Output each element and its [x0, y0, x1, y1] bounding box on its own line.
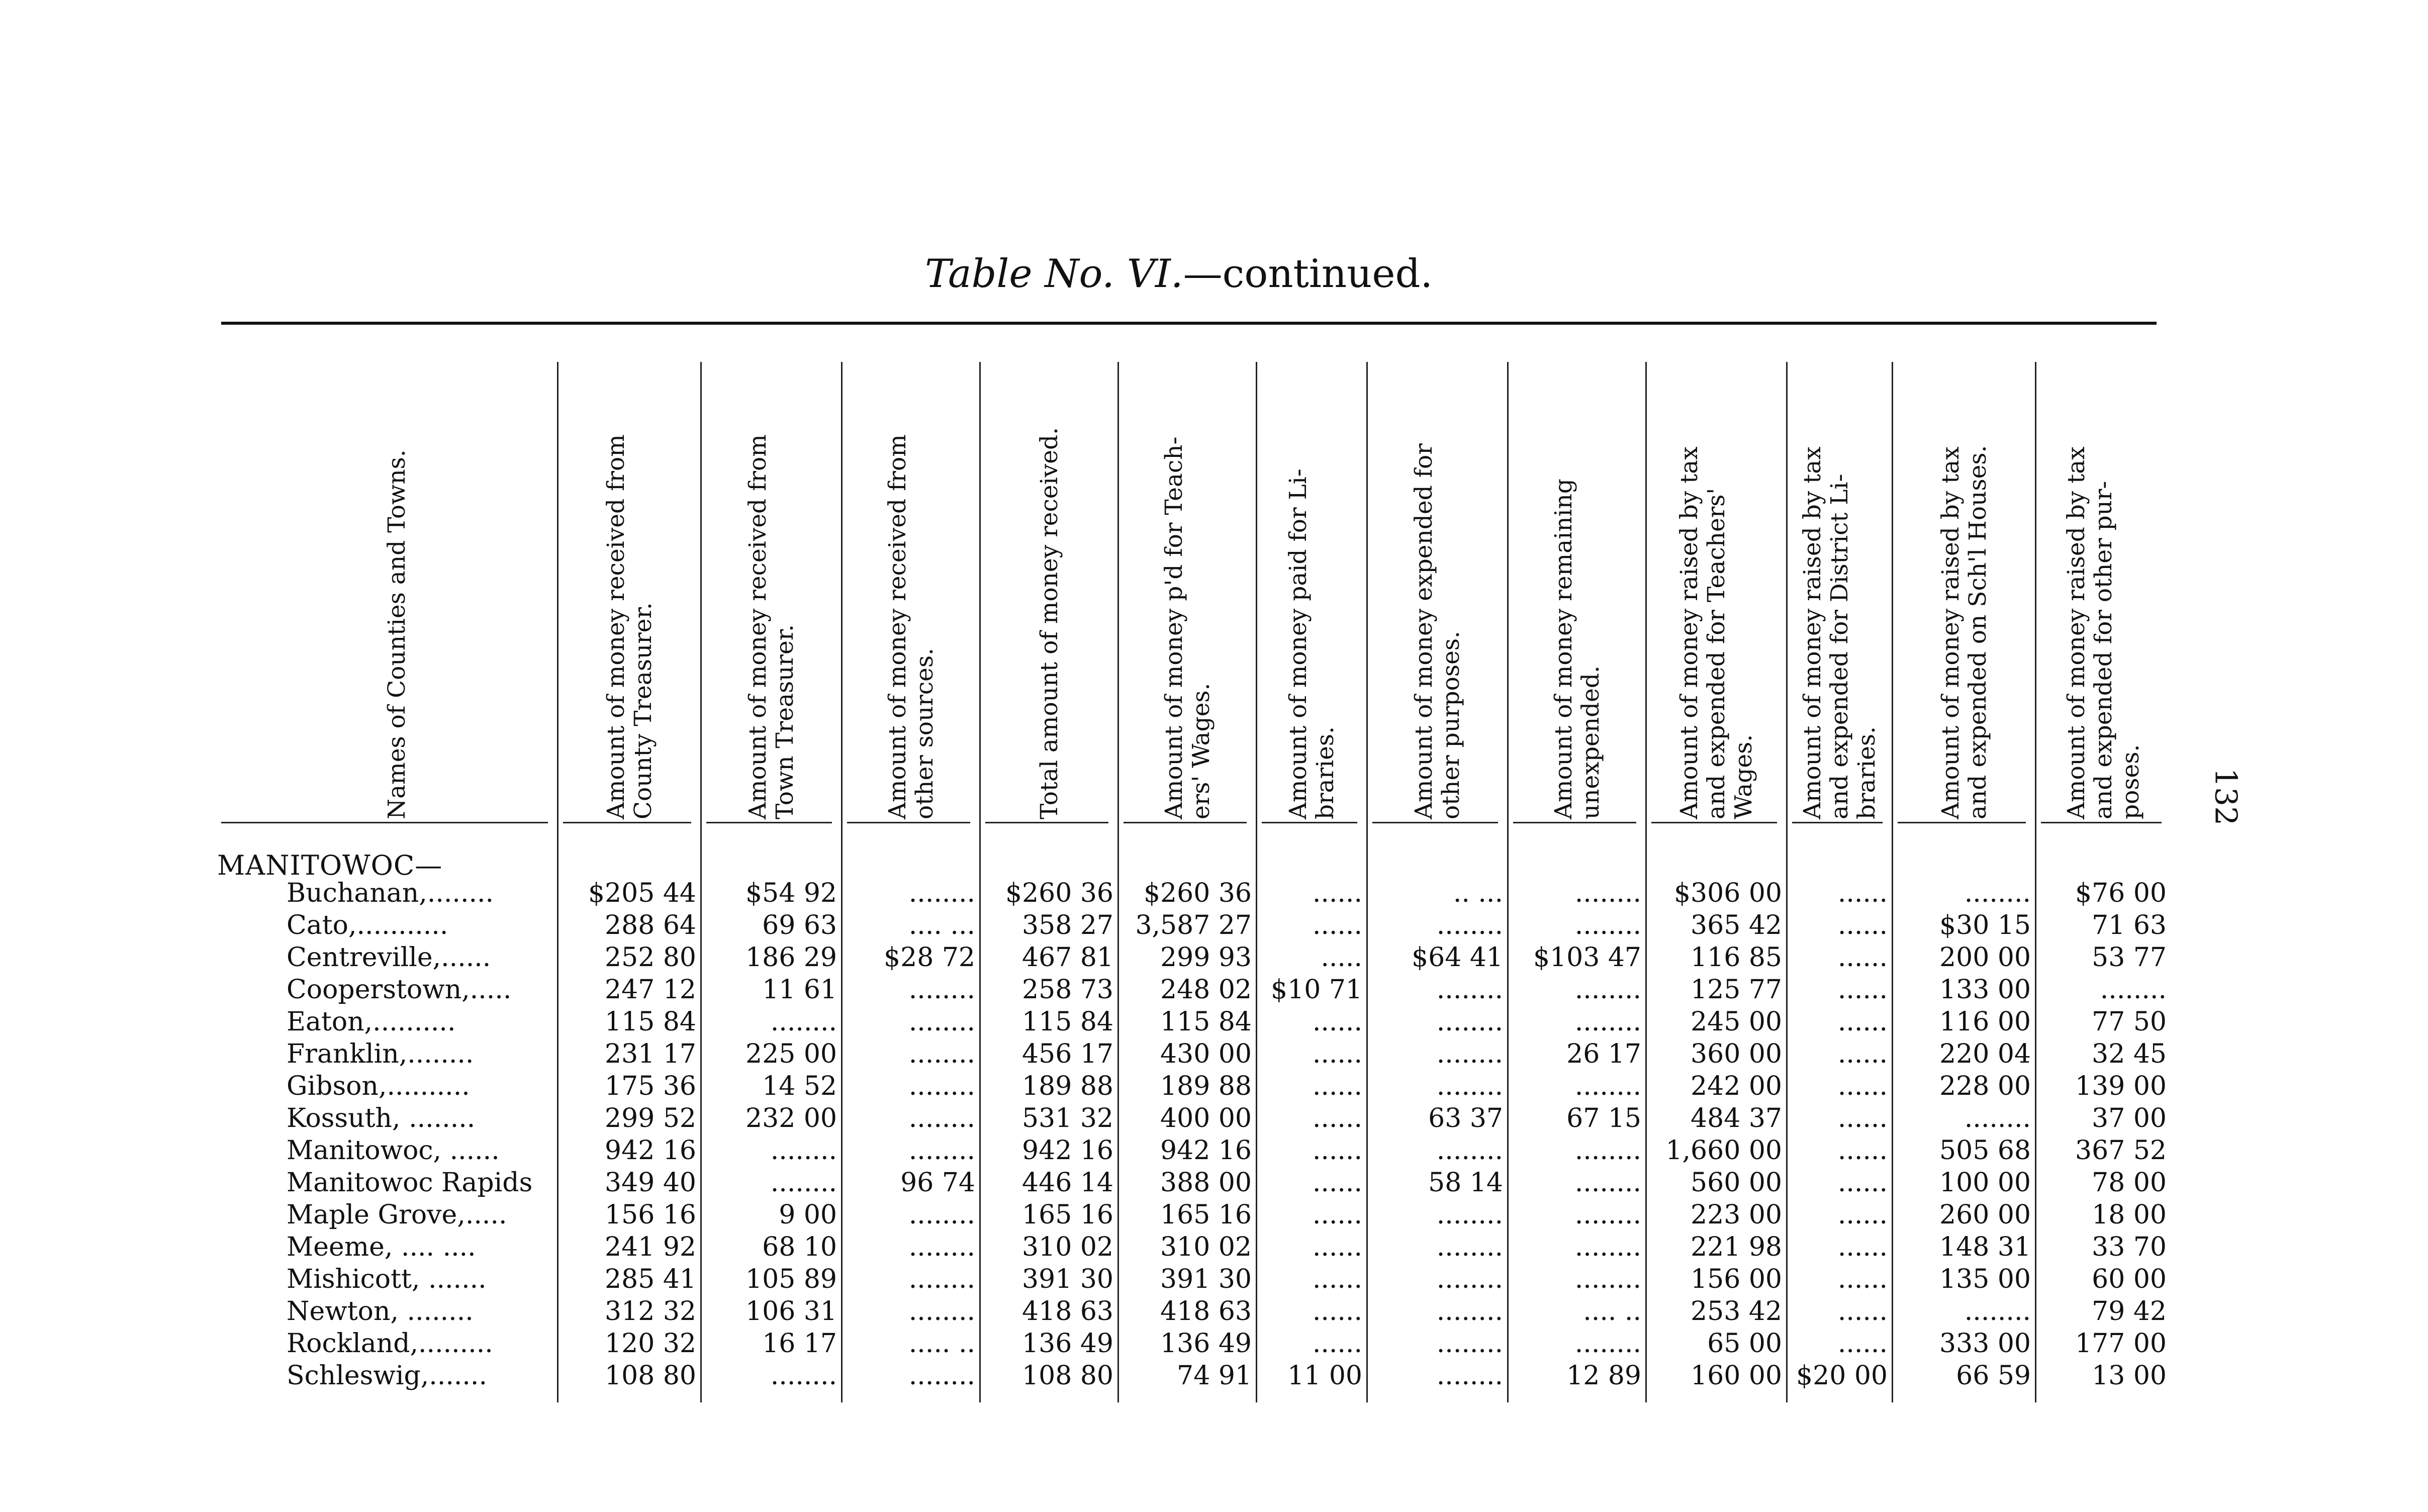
amount-cell: .. ...: [1453, 878, 1503, 908]
amount-cell: 248 02: [1160, 975, 1252, 1005]
header-underline: [563, 822, 691, 823]
table-row: [216, 1328, 2172, 1360]
table-title-continued: —continued.: [1183, 251, 1433, 297]
amount-cell: 13 00: [2092, 1361, 2167, 1391]
amount-cell: ......: [1312, 1103, 1362, 1133]
amount-cell: 231 17: [605, 1039, 696, 1069]
amount-cell: 367 52: [2075, 1136, 2167, 1166]
amount-cell: 189 88: [1160, 1071, 1252, 1101]
amount-cell: ........: [1574, 1200, 1641, 1230]
amount-cell: 253 42: [1691, 1296, 1782, 1327]
table-row: [216, 1070, 2172, 1102]
town-name-cell: Manitowoc, ......: [287, 1136, 500, 1166]
town-name-cell: Newton, ........: [287, 1296, 474, 1327]
amount-cell: ......: [1837, 1039, 1888, 1069]
amount-cell: $20 00: [1796, 1361, 1888, 1391]
amount-cell: $54 92: [745, 878, 837, 908]
header-underline: [1372, 822, 1498, 823]
amount-cell: 391 30: [1022, 1264, 1113, 1294]
amount-cell: 189 88: [1022, 1071, 1113, 1101]
amount-cell: 133 00: [1939, 975, 2031, 1005]
column-header-line: other purposes.: [1437, 631, 1465, 819]
table-row: [216, 1295, 2172, 1328]
amount-cell: ........: [1574, 1329, 1641, 1359]
column-header-12: [1937, 445, 1992, 819]
amount-cell: 310 02: [1160, 1232, 1252, 1262]
amount-cell: 65 00: [1707, 1329, 1782, 1359]
amount-cell: 221 98: [1691, 1232, 1782, 1262]
amount-cell: 115 84: [1022, 1007, 1113, 1037]
amount-cell: 252 80: [605, 942, 696, 973]
amount-cell: $306 00: [1673, 878, 1782, 908]
amount-cell: ......: [1837, 1136, 1888, 1166]
amount-cell: 67 15: [1566, 1103, 1641, 1133]
column-header-line: poses.: [2117, 744, 2145, 819]
town-name-cell: Maple Grove,.....: [287, 1200, 507, 1230]
amount-cell: 66 59: [1956, 1361, 2031, 1391]
amount-cell: $28 72: [884, 942, 975, 973]
amount-cell: ......: [1312, 1071, 1362, 1101]
amount-cell: ......: [1837, 878, 1888, 908]
column-header-7: [1285, 468, 1339, 819]
column-header-line: Wages.: [1730, 734, 1758, 819]
amount-cell: 285 41: [605, 1264, 696, 1294]
column-header-line: unexpended.: [1576, 666, 1605, 819]
county-name: MANITOWOC—: [217, 849, 443, 881]
column-header-line: braries.: [1312, 726, 1340, 819]
amount-cell: ......: [1837, 975, 1888, 1005]
amount-cell: 108 80: [605, 1361, 696, 1391]
amount-cell: ........: [1574, 975, 1641, 1005]
amount-cell: 120 32: [605, 1329, 696, 1359]
amount-cell: ........: [1436, 975, 1503, 1005]
amount-cell: ........: [1574, 1007, 1641, 1037]
amount-cell: ........: [1436, 1136, 1503, 1166]
amount-cell: 446 14: [1022, 1168, 1113, 1198]
amount-cell: 942 16: [1022, 1136, 1113, 1166]
amount-cell: ......: [1837, 1007, 1888, 1037]
amount-cell: ........: [908, 1103, 975, 1133]
column-header-line: braries.: [1853, 726, 1881, 819]
amount-cell: ........: [1436, 1361, 1503, 1391]
amount-cell: ........: [1436, 1007, 1503, 1037]
amount-cell: 37 00: [2092, 1103, 2167, 1133]
amount-cell: ......: [1312, 1232, 1362, 1262]
amount-cell: 228 00: [1939, 1071, 2031, 1101]
amount-cell: ........: [1436, 1071, 1503, 1101]
column-header-10: [1676, 446, 1757, 819]
amount-cell: 136 49: [1022, 1329, 1113, 1359]
town-name-cell: Manitowoc Rapids: [287, 1168, 533, 1198]
town-name-cell: Kossuth, ........: [287, 1103, 476, 1133]
column-header-11: [1799, 446, 1881, 819]
amount-cell: 26 17: [1566, 1039, 1641, 1069]
amount-cell: 223 00: [1691, 1200, 1782, 1230]
amount-cell: ......: [1837, 1071, 1888, 1101]
amount-cell: 100 00: [1939, 1168, 2031, 1198]
amount-cell: .....: [1321, 942, 1362, 973]
amount-cell: ........: [1574, 878, 1641, 908]
amount-cell: ..... ..: [908, 1329, 975, 1359]
column-header-line: Names of Counties and Towns.: [383, 449, 411, 819]
top-rule: [221, 322, 2157, 325]
amount-cell: ........: [2100, 975, 2167, 1005]
amount-cell: ........: [1574, 1264, 1641, 1294]
amount-cell: ......: [1312, 1200, 1362, 1230]
amount-cell: 116 85: [1691, 942, 1782, 973]
amount-cell: ........: [1436, 1039, 1503, 1069]
town-name-cell: Mishicott, .......: [287, 1264, 487, 1294]
amount-cell: 3,587 27: [1135, 910, 1252, 940]
column-header-2: [603, 434, 657, 819]
amount-cell: 58 14: [1428, 1168, 1503, 1198]
amount-cell: $260 36: [1143, 878, 1252, 908]
amount-cell: 18 00: [2092, 1200, 2167, 1230]
column-header-3: [744, 434, 799, 819]
amount-cell: ......: [1312, 910, 1362, 940]
amount-cell: ......: [1312, 1168, 1362, 1198]
amount-cell: 388 00: [1160, 1168, 1252, 1198]
amount-cell: ........: [770, 1007, 837, 1037]
amount-cell: ......: [1312, 878, 1362, 908]
column-header-line: other sources.: [910, 647, 939, 819]
amount-cell: ......: [1837, 1296, 1888, 1327]
amount-cell: 11 00: [1287, 1361, 1362, 1391]
amount-cell: 135 00: [1939, 1264, 2031, 1294]
amount-cell: 156 00: [1691, 1264, 1782, 1294]
column-header-line: Amount of money raised by tax: [1799, 446, 1826, 819]
amount-cell: 484 37: [1691, 1103, 1782, 1133]
amount-cell: ......: [1837, 910, 1888, 940]
amount-cell: 333 00: [1939, 1329, 2031, 1359]
column-header-line: Amount of money raised by tax: [2063, 446, 2090, 819]
town-name-cell: Eaton,..........: [287, 1007, 456, 1037]
amount-cell: 349 40: [605, 1168, 696, 1198]
column-header-line: Amount of money received from: [883, 434, 911, 819]
amount-cell: 245 00: [1691, 1007, 1782, 1037]
table-title: [925, 251, 1433, 297]
amount-cell: 299 52: [605, 1103, 696, 1133]
amount-cell: ......: [1837, 1200, 1888, 1230]
table-row: [216, 1006, 2172, 1038]
amount-cell: ........: [1574, 1232, 1641, 1262]
amount-cell: 53 77: [2092, 942, 2167, 973]
amount-cell: 430 00: [1160, 1039, 1252, 1069]
column-header-line: Amount of money received from: [602, 434, 630, 819]
amount-cell: 391 30: [1160, 1264, 1252, 1294]
column-header-line: and expended for other pur-: [2090, 481, 2118, 819]
amount-cell: ........: [908, 1136, 975, 1166]
amount-cell: 136 49: [1160, 1329, 1252, 1359]
table-row: [216, 1231, 2172, 1263]
column-header-5: [1036, 427, 1063, 819]
town-name-cell: Gibson,..........: [287, 1071, 470, 1101]
amount-cell: ........: [908, 1039, 975, 1069]
amount-cell: 260 00: [1939, 1200, 2031, 1230]
column-header-line: Amount of money raised by tax: [1936, 446, 1965, 819]
amount-cell: ......: [1837, 1103, 1888, 1133]
amount-cell: 400 00: [1160, 1103, 1252, 1133]
amount-cell: ........: [908, 1007, 975, 1037]
amount-cell: ......: [1312, 1264, 1362, 1294]
amount-cell: ........: [1574, 1168, 1641, 1198]
amount-cell: ........: [770, 1361, 837, 1391]
amount-cell: ........: [1964, 1296, 2031, 1327]
amount-cell: 200 00: [1939, 942, 2031, 973]
header-underline: [2041, 822, 2162, 823]
amount-cell: 78 00: [2092, 1168, 2167, 1198]
amount-cell: 125 77: [1691, 975, 1782, 1005]
amount-cell: 225 00: [745, 1039, 837, 1069]
amount-cell: $103 47: [1533, 942, 1641, 973]
amount-cell: 160 00: [1691, 1361, 1782, 1391]
column-header-line: and expended for District Li-: [1826, 474, 1854, 819]
amount-cell: ........: [770, 1168, 837, 1198]
header-underline: [1513, 822, 1636, 823]
town-name-cell: Cooperstown,.....: [287, 975, 512, 1005]
town-name-cell: Meeme, .... ....: [287, 1232, 476, 1262]
amount-cell: 106 31: [745, 1296, 837, 1327]
amount-cell: 242 00: [1691, 1071, 1782, 1101]
table-row: [216, 1199, 2172, 1231]
amount-cell: 560 00: [1691, 1168, 1782, 1198]
amount-cell: $205 44: [588, 878, 696, 908]
amount-cell: 68 10: [762, 1232, 837, 1262]
amount-cell: ........: [1574, 1136, 1641, 1166]
table-row: [216, 1360, 2172, 1392]
amount-cell: 258 73: [1022, 975, 1113, 1005]
amount-cell: 74 91: [1177, 1361, 1252, 1391]
amount-cell: 456 17: [1022, 1039, 1113, 1069]
amount-cell: .... ...: [908, 910, 975, 940]
amount-cell: $30 15: [1939, 910, 2031, 940]
table-title-main: Table No. VI.: [925, 251, 1183, 297]
amount-cell: ........: [1436, 1264, 1503, 1294]
table-row: [216, 1263, 2172, 1295]
amount-cell: ........: [1574, 910, 1641, 940]
amount-cell: 360 00: [1691, 1039, 1782, 1069]
amount-cell: $64 41: [1412, 942, 1503, 973]
table-row: [216, 1102, 2172, 1135]
header-underline: [1792, 822, 1883, 823]
town-name-cell: Buchanan,........: [287, 878, 494, 908]
column-header-13: [2063, 446, 2144, 819]
amount-cell: 177 00: [2075, 1329, 2167, 1359]
amount-cell: 531 32: [1022, 1103, 1113, 1133]
amount-cell: $10 71: [1271, 975, 1362, 1005]
amount-cell: 60 00: [2092, 1264, 2167, 1294]
column-header-line: Amount of money received from: [744, 434, 772, 819]
amount-cell: ........: [908, 1071, 975, 1101]
amount-cell: ........: [908, 1264, 975, 1294]
table-row: [216, 1038, 2172, 1070]
amount-cell: 79 42: [2092, 1296, 2167, 1327]
amount-cell: ........: [1436, 1232, 1503, 1262]
amount-cell: ........: [1574, 1071, 1641, 1101]
amount-cell: 365 42: [1691, 910, 1782, 940]
header-underline: [1898, 822, 2026, 823]
amount-cell: ......: [1837, 1232, 1888, 1262]
column-header-line: and expended for Teachers': [1703, 488, 1731, 819]
amount-cell: 115 84: [605, 1007, 696, 1037]
town-name-cell: Centreville,......: [287, 942, 491, 973]
amount-cell: ......: [1837, 1329, 1888, 1359]
amount-cell: 232 00: [745, 1103, 837, 1133]
header-underline: [1651, 822, 1777, 823]
amount-cell: ......: [1312, 1039, 1362, 1069]
amount-cell: 165 16: [1022, 1200, 1113, 1230]
amount-cell: 165 16: [1160, 1200, 1252, 1230]
header-underline: [1124, 822, 1247, 823]
column-header-line: Amount of money p'd for Teach-: [1160, 436, 1188, 819]
amount-cell: 186 29: [745, 942, 837, 973]
column-header-line: Amount of money expended for: [1410, 443, 1438, 819]
header-underline: [706, 822, 832, 823]
amount-cell: ......: [1837, 1264, 1888, 1294]
amount-cell: $260 36: [1005, 878, 1113, 908]
column-header-4: [884, 434, 939, 819]
amount-cell: ........: [1436, 1329, 1503, 1359]
amount-cell: 312 32: [605, 1296, 696, 1327]
column-header-line: Town Treasurer.: [771, 624, 799, 819]
column-header-line: County Treasurer.: [629, 602, 657, 819]
amount-cell: ........: [1964, 878, 2031, 908]
header-underline: [221, 822, 548, 823]
amount-cell: 33 70: [2092, 1232, 2167, 1262]
amount-cell: ......: [1312, 1296, 1362, 1327]
header-underline: [1262, 822, 1357, 823]
amount-cell: 299 93: [1160, 942, 1252, 973]
column-header-line: ers' Wages.: [1187, 683, 1215, 819]
column-header-line: Amount of money remaining: [1549, 479, 1577, 819]
column-header-6: [1161, 437, 1215, 819]
amount-cell: 71 63: [2092, 910, 2167, 940]
amount-cell: 358 27: [1022, 910, 1113, 940]
amount-cell: 16 17: [762, 1329, 837, 1359]
amount-cell: 156 16: [605, 1200, 696, 1230]
amount-cell: 1,660 00: [1665, 1136, 1782, 1166]
amount-cell: 77 50: [2092, 1007, 2167, 1037]
amount-cell: 247 12: [605, 975, 696, 1005]
page-number: 132: [2208, 768, 2244, 826]
town-name-cell: Rockland,.........: [287, 1329, 493, 1359]
amount-cell: 63 37: [1428, 1103, 1503, 1133]
amount-cell: 108 80: [1022, 1361, 1113, 1391]
amount-cell: ........: [908, 878, 975, 908]
town-name-cell: Schleswig,.......: [287, 1361, 487, 1391]
amount-cell: 505 68: [1939, 1136, 2031, 1166]
header-underline: [985, 822, 1108, 823]
town-name-cell: Franklin,........: [287, 1039, 474, 1069]
amount-cell: 175 36: [605, 1071, 696, 1101]
amount-cell: 467 81: [1022, 942, 1113, 973]
table-row: [216, 909, 2172, 941]
amount-cell: 12 89: [1566, 1361, 1641, 1391]
amount-cell: 418 63: [1022, 1296, 1113, 1327]
amount-cell: 942 16: [1160, 1136, 1252, 1166]
amount-cell: ........: [1964, 1103, 2031, 1133]
amount-cell: ........: [908, 975, 975, 1005]
amount-cell: 116 00: [1939, 1007, 2031, 1037]
column-header-8: [1411, 443, 1465, 819]
amount-cell: 14 52: [762, 1071, 837, 1101]
amount-cell: 69 63: [762, 910, 837, 940]
table-row: [216, 1135, 2172, 1167]
column-header-9: [1550, 479, 1605, 819]
amount-cell: 139 00: [2075, 1071, 2167, 1101]
amount-cell: ........: [1436, 1200, 1503, 1230]
amount-cell: 9 00: [779, 1200, 837, 1230]
town-name-cell: Cato,...........: [287, 910, 448, 940]
amount-cell: ........: [908, 1296, 975, 1327]
column-header-line: Total amount of money received.: [1035, 427, 1063, 819]
amount-cell: ........: [770, 1136, 837, 1166]
amount-cell: 115 84: [1160, 1007, 1252, 1037]
table-row: [216, 877, 2172, 909]
amount-cell: .... ..: [1583, 1296, 1641, 1327]
amount-cell: 32 45: [2092, 1039, 2167, 1069]
amount-cell: 220 04: [1939, 1039, 2031, 1069]
amount-cell: ......: [1837, 942, 1888, 973]
amount-cell: ......: [1312, 1007, 1362, 1037]
table-row: [216, 974, 2172, 1006]
amount-cell: 418 63: [1160, 1296, 1252, 1327]
amount-cell: 11 61: [762, 975, 837, 1005]
amount-cell: ........: [908, 1361, 975, 1391]
data-table: [216, 877, 2172, 1392]
amount-cell: ........: [908, 1200, 975, 1230]
column-header-1: [384, 449, 411, 819]
amount-cell: ........: [1436, 1296, 1503, 1327]
column-header-line: Amount of money paid for Li-: [1284, 468, 1312, 819]
amount-cell: ......: [1837, 1168, 1888, 1198]
amount-cell: ........: [908, 1232, 975, 1262]
header-underline: [847, 822, 970, 823]
amount-cell: ......: [1312, 1329, 1362, 1359]
amount-cell: $76 00: [2075, 878, 2167, 908]
amount-cell: 310 02: [1022, 1232, 1113, 1262]
column-header-line: Amount of money raised by tax: [1675, 446, 1703, 819]
table-row: [216, 1167, 2172, 1199]
amount-cell: 288 64: [605, 910, 696, 940]
amount-cell: ........: [1436, 910, 1503, 940]
amount-cell: 105 89: [745, 1264, 837, 1294]
amount-cell: ......: [1312, 1136, 1362, 1166]
table-row: [216, 941, 2172, 974]
amount-cell: 942 16: [605, 1136, 696, 1166]
column-header-line: and expended on Sch'l Houses.: [1964, 445, 1992, 819]
amount-cell: 148 31: [1939, 1232, 2031, 1262]
amount-cell: 241 92: [605, 1232, 696, 1262]
amount-cell: 96 74: [900, 1168, 975, 1198]
